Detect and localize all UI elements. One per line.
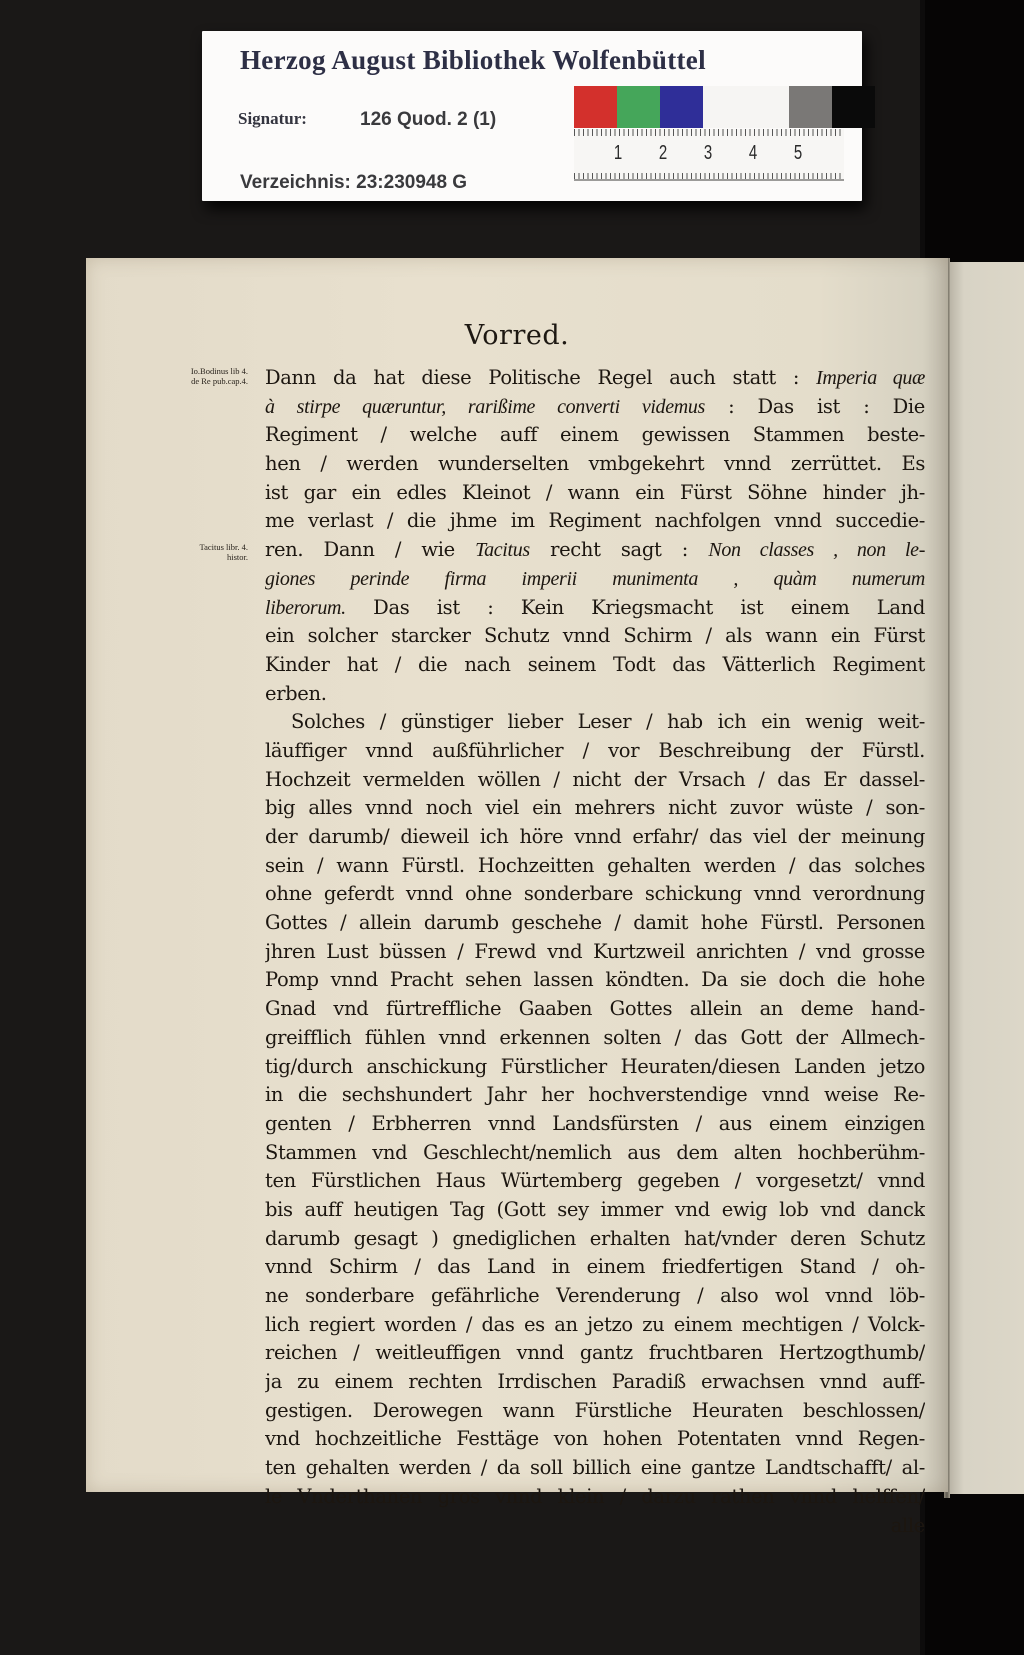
text-line [265, 680, 925, 709]
text-line [265, 1024, 925, 1053]
latin-quote: liberorum. [265, 596, 346, 619]
ruler-number: 5 [793, 142, 803, 164]
text-line [265, 1397, 925, 1426]
latin-quote: à stirpe quæruntur, rarißime converti videmus [265, 395, 705, 418]
text-run: Pomp vnnd Pracht sehen lassen köndten. Da sie doch die hohe [265, 968, 925, 992]
library-name: Herzog August Bibliothek Wolfenbüttel [240, 45, 706, 75]
text-run: gestigen. Derowegen wann Fürstliche Heuraten beschlossen/ [265, 1398, 925, 1422]
ruler-number: 3 [703, 142, 713, 164]
text-run: tig/durch anschickung Fürstlicher Heuraten/diesen Landen jetzo [265, 1054, 925, 1078]
color-swatch [832, 86, 875, 128]
margin-note-bodinus: Io.Bodinus lib 4. de Re pub.cap.4. [190, 366, 248, 386]
text-line [265, 1282, 925, 1311]
text-run: me verlast / die jhme im Regiment nachfolgen vnnd succedie- [265, 509, 925, 533]
color-swatch [660, 86, 703, 128]
text-line [265, 852, 925, 881]
text-line [265, 766, 925, 795]
text-line [265, 1110, 925, 1139]
text-run: recht sagt : [529, 538, 709, 562]
text-run: : Das ist : Die [704, 394, 925, 418]
text-line [265, 479, 925, 508]
text-line [265, 1225, 925, 1254]
measurement-ruler [574, 129, 844, 181]
text-run: ne sonderbare gefährliche Verenderung / also wol vnnd löb- [265, 1284, 925, 1307]
text-run: ten Fürstlichen Haus Würtemberg gegeben / vorgesetzt/ vnnd [265, 1169, 925, 1193]
signatur-value: 126 Quod. 2 (1) [360, 109, 497, 130]
text-run: vnnd Schirm / das Land in einem friedfertigen Stand / oh- [265, 1255, 925, 1279]
text-run: Dann da hat diese Politische Regel auch statt : [265, 366, 817, 389]
text-line [265, 421, 925, 450]
text-run: ren. Dann / wie [265, 538, 476, 562]
text-line [265, 1425, 925, 1454]
color-calibration-chart [574, 86, 875, 128]
text-line [265, 1139, 925, 1168]
text-run: sein / wann Fürstl. Hochzeitten gehalten werden / das solches [265, 853, 925, 877]
text-run: Regiment / welche auff einem gewissen Stammen beste- [265, 423, 925, 447]
text-run: ja zu einem rechten Irrdischen Paradiß erwachsen vnnd auff- [265, 1370, 925, 1394]
color-swatch [703, 86, 746, 128]
text-line [265, 708, 925, 737]
text-line [265, 1196, 925, 1225]
text-line [265, 364, 925, 393]
text-run: le Vnderthanen gros vnnd klein / darzu rathen vnnd helffen/ [265, 1484, 925, 1508]
color-swatch [746, 86, 789, 128]
text-line [265, 1339, 925, 1368]
text-run: alle [890, 1513, 925, 1537]
color-swatch [617, 86, 660, 128]
margin-note-tacitus: Tacitus libr. 4. histor. [199, 542, 248, 562]
text-run: Gnad vnd fürtreffliche Gaaben Gottes allein an deme hand- [265, 997, 925, 1021]
text-run: hen / werden wunderselten vmbgekehrt vnnd zerrüttet. Es [265, 452, 925, 476]
text-line [265, 909, 925, 938]
text-line [265, 1311, 925, 1340]
text-line [265, 995, 925, 1024]
text-run: bis auff heutigen Tag (Gott sey immer vnd ewig lob vnd danck [265, 1197, 925, 1221]
text-run: Solches / günstiger lieber Leser / hab ich ein wenig weit- [291, 710, 925, 734]
text-run: Hochzeit vermelden wöllen / nicht der Vrsach / das Er dassel- [265, 767, 925, 791]
text-line [265, 565, 925, 594]
ruler-number: 2 [658, 142, 668, 164]
text-line [265, 393, 925, 422]
text-line [265, 536, 925, 565]
text-run: ten gehalten werden / da soll billich eine gantze Landtschafft/ al- [265, 1456, 925, 1480]
color-swatch [789, 86, 832, 128]
text-line [265, 1512, 925, 1541]
color-swatch [574, 86, 617, 128]
body-text [265, 364, 925, 1540]
text-line [265, 1081, 925, 1110]
text-line [265, 1368, 925, 1397]
text-run: genten / Erbherren vnnd Landsfürsten / aus einem einzigen [265, 1111, 925, 1135]
text-line [265, 737, 925, 766]
latin-quote: Non classes , non le- [708, 539, 925, 562]
text-line [265, 1454, 925, 1483]
text-run: ohne geferdt vnnd ohne sonderbare schickung vnnd verordnung [265, 882, 925, 906]
text-line [265, 823, 925, 852]
library-label-card [202, 31, 862, 201]
text-line [265, 622, 925, 651]
text-line [265, 794, 925, 823]
book-page [86, 258, 948, 1537]
signatur-label: Signatur: [238, 109, 307, 128]
text-line [265, 1483, 925, 1512]
latin-quote: Imperia quæ [816, 367, 925, 389]
text-line [265, 938, 925, 967]
text-line [265, 880, 925, 909]
text-run: reichen / weitleuffigen vnnd gantz fruchtbaren Hertzogthumb/ [265, 1341, 925, 1365]
text-run: in die sechshundert Jahr her hochverstendige vnnd weise Re- [265, 1083, 925, 1107]
text-run: vnd hochzeitliche Festtäge von hohen Potentaten vnnd Regen- [265, 1427, 925, 1451]
next-page-edge [949, 262, 1024, 1494]
text-run: Stammen vnd Geschlecht/nemlich aus dem alten hochberühm- [265, 1140, 925, 1164]
text-run: jhren Lust büssen / Frewd vnd Kurtzweil anrichten / vnd grosse [265, 939, 925, 963]
text-line [265, 1053, 925, 1082]
latin-quote: Tacitus [475, 539, 530, 562]
text-run: ist gar ein edles Kleinot / wann ein Fürst Söhne hinder jh- [265, 480, 925, 504]
page-heading: Vorred. [464, 320, 570, 351]
text-run: Das ist : Kein Kriegsmacht ist einem Land [345, 595, 925, 619]
text-run: erben. [265, 681, 327, 705]
latin-quote: giones perinde firma imperii munimenta , quàm numerum [265, 567, 925, 590]
text-line [265, 1167, 925, 1196]
text-run: darumb gesagt ) gnediglichen erhalten hat/vnder deren Schutz [265, 1226, 925, 1250]
text-run: läuffiger vnnd außführlicher / vor Beschreibung der Fürstl. [265, 738, 925, 762]
ruler-number: 1 [613, 142, 623, 164]
text-run: lich regiert worden / das es an jetzo zu einem mechtigen / Volck- [265, 1312, 925, 1336]
text-run: big alles vnnd noch viel ein mehrers nicht zuvor wüste / son- [265, 796, 925, 820]
text-line [265, 1253, 925, 1282]
text-line [265, 507, 925, 536]
text-run: ein solcher starcker Schutz vnnd Schirm / als wann ein Fürst [265, 624, 925, 648]
text-run: greifflich fühlen vnnd erkennen solten / das Gott der Allmech- [265, 1025, 925, 1049]
ruler-number: 4 [748, 142, 758, 164]
text-line [265, 651, 925, 680]
text-run: Kinder hat / die nach seinem Todt das Vätterlich Regiment [265, 652, 925, 676]
text-line [265, 594, 925, 623]
text-run: Gottes / allein darumb geschehe / damit hohe Fürstl. Personen [265, 911, 925, 935]
verzeichnis-value: Verzeichnis: 23:230948 G [240, 172, 468, 193]
text-run: der darumb/ dieweil ich höre vnnd erfahr/ das viel der meinung [265, 825, 925, 848]
text-line [265, 450, 925, 479]
text-line [265, 966, 925, 995]
